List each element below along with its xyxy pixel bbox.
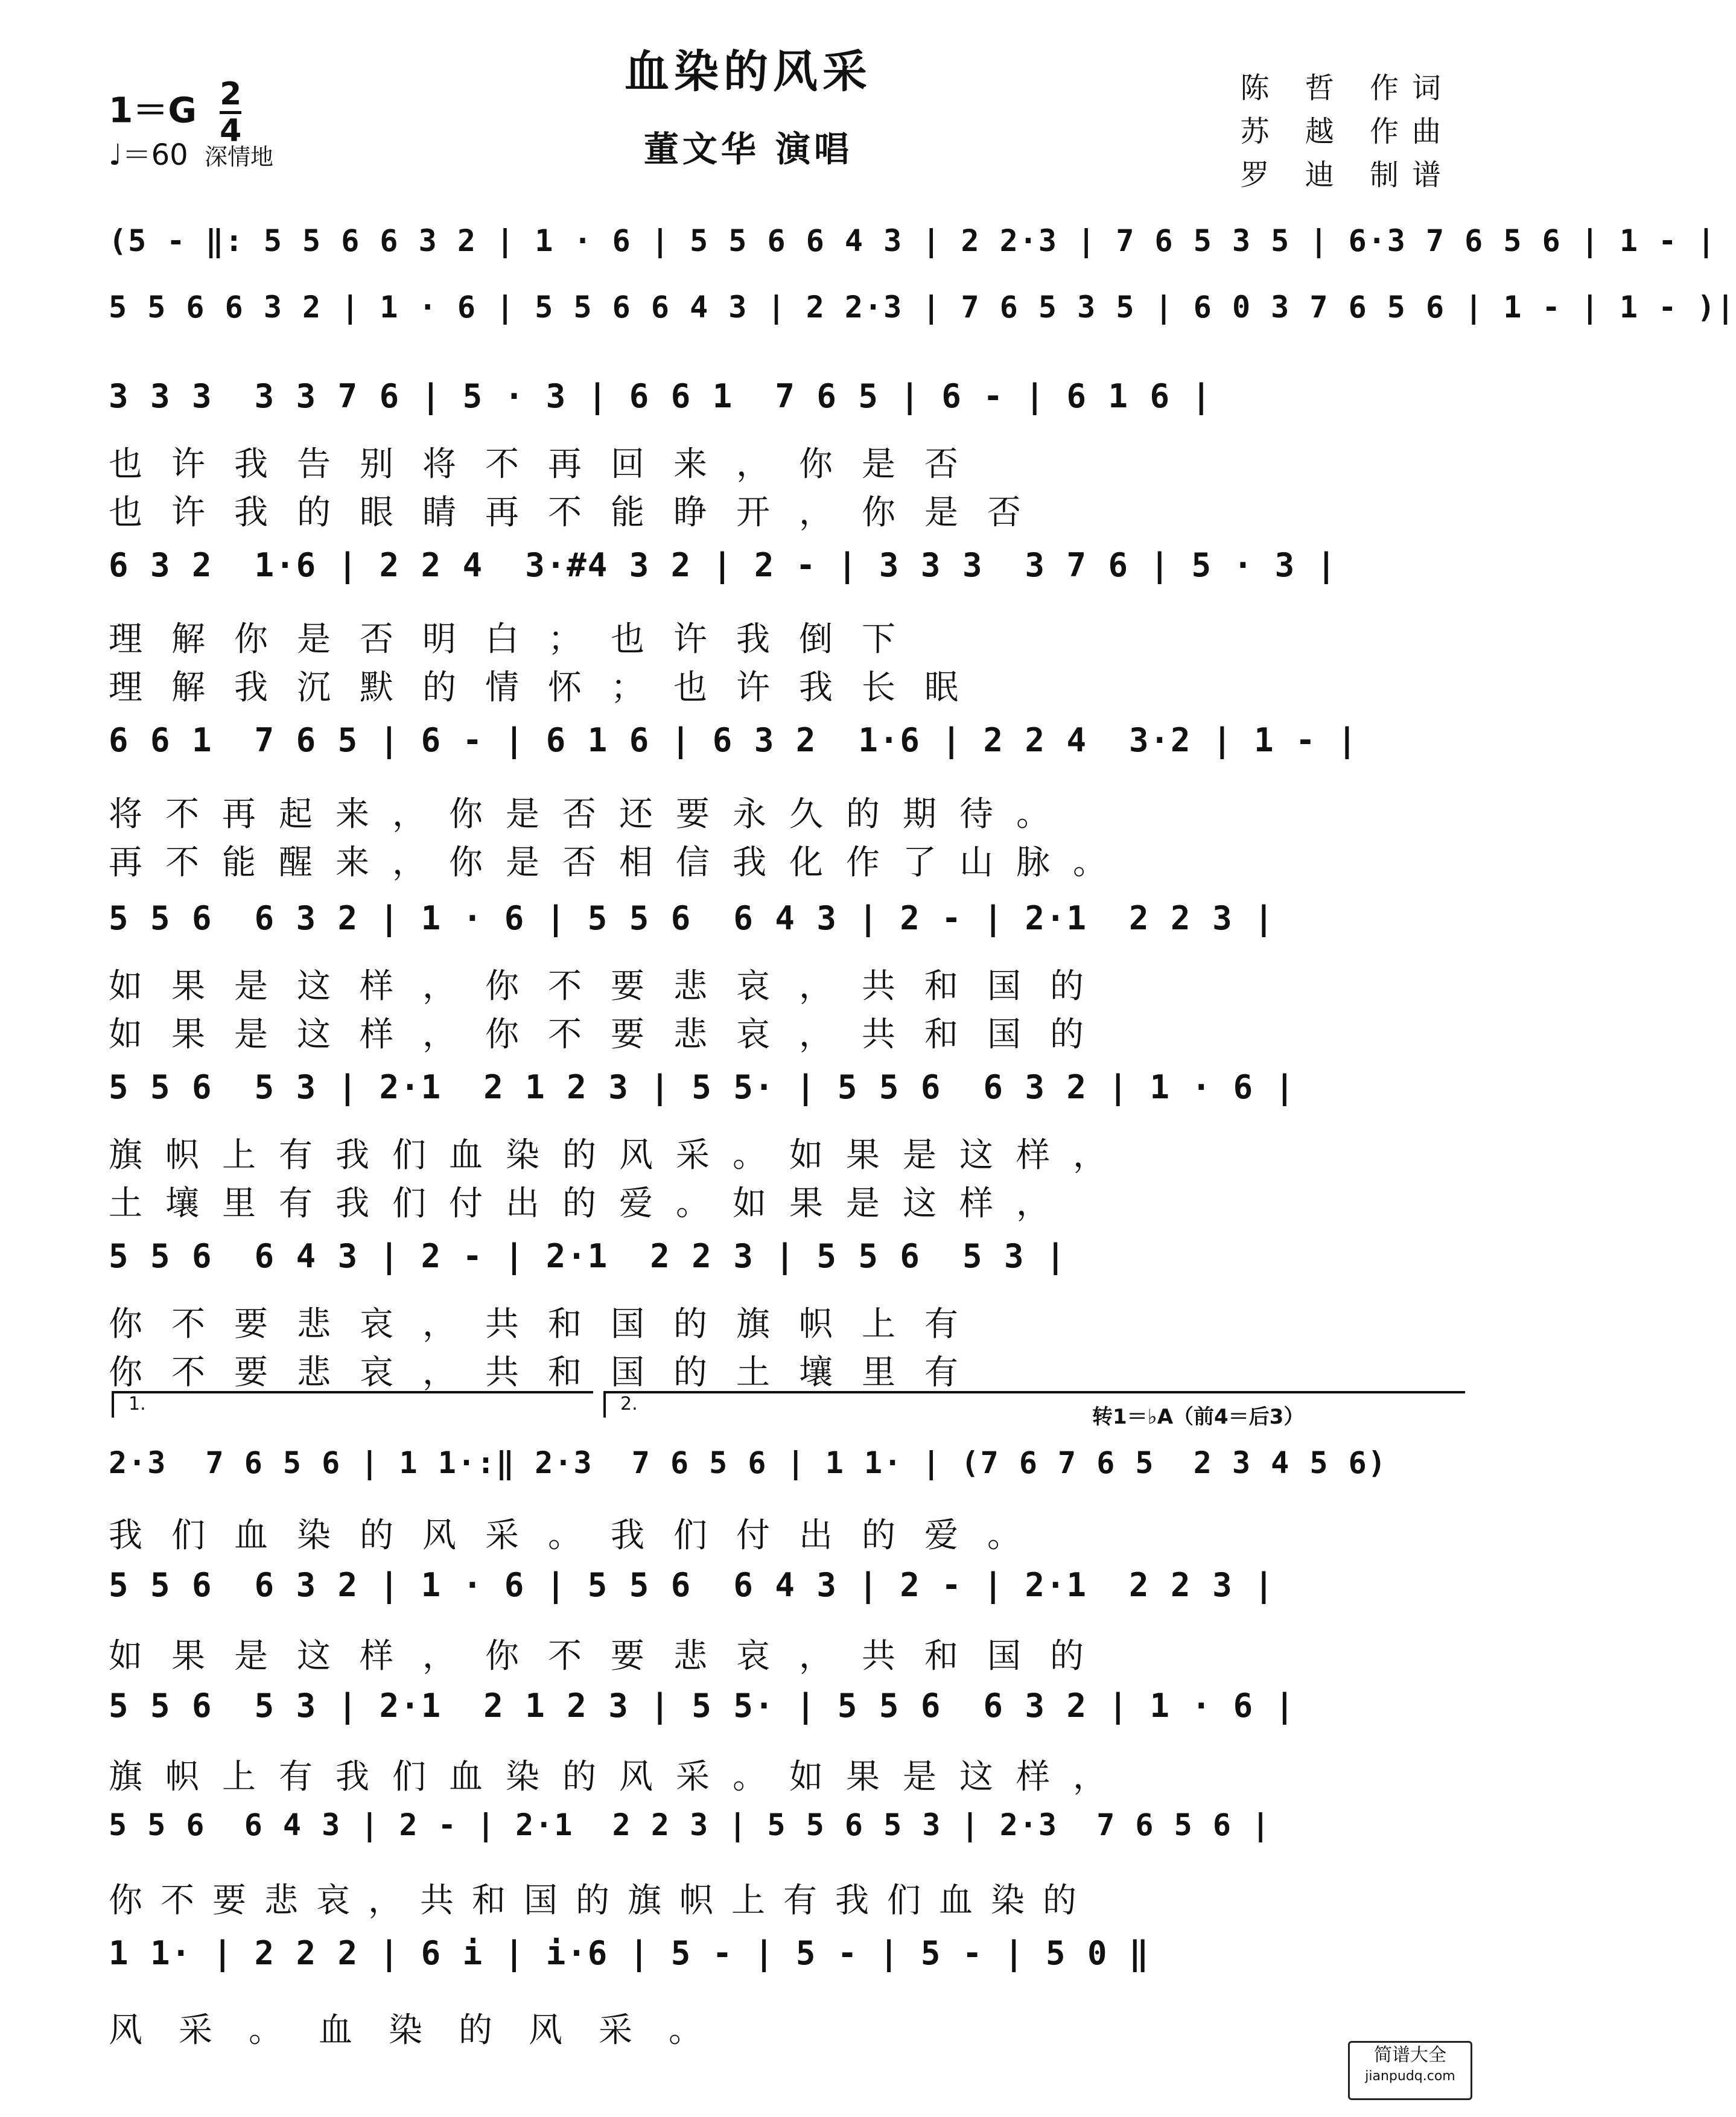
tempo-value: ♩＝60 <box>109 138 188 172</box>
lyric-verse1-system-1: 也许我告别将不再回来，你是否 <box>109 445 987 484</box>
site-logo <box>1348 2041 1472 2100</box>
lyric-verse1-system-6: 你不要悲哀，共和国的旗帜上有 <box>109 1305 987 1344</box>
lyric-verse2-system-3: 再不能醒来，你是否相信我化作了山脉。 <box>109 843 1130 882</box>
lyric-system-7: 我们血染的风采。我们付出的爱。 <box>109 1516 1050 1555</box>
lyric-verse2-system-1: 也许我的眼睛再不能睁开，你是否 <box>109 493 1050 532</box>
lyric-verse2-system-6: 你不要悲哀，共和国的土壤里有 <box>109 1353 987 1392</box>
expression-marking: 深情地 <box>205 144 274 170</box>
composer-credit: 苏 越 作曲 <box>1240 115 1454 148</box>
notation-system-9: 5 5 6 5 3 | 2·1 2 1 2 3 | 5 5· | 5 5 6 6 3 2 | 1 · 6 | <box>109 1687 1296 1725</box>
tempo-marking <box>109 132 273 173</box>
notation-system-1: 3 3 3 3 3 7 6 | 5 · 3 | 6 6 1 7 6 5 | 6 - | 6 1 6 | <box>109 377 1213 415</box>
lyric-system-9: 旗帜上有我们血染的风采。如果是这样， <box>109 1757 1130 1797</box>
key-label: 1＝G <box>109 89 197 131</box>
site-logo-url: jianpudq.com <box>1365 2069 1455 2084</box>
second-ending-bracket: 2. <box>603 1391 1465 1418</box>
lyric-system-8: 如果是这样，你不要悲哀，共和国的 <box>109 1637 1113 1676</box>
credits-block <box>1240 66 1454 197</box>
lyric-verse1-system-2: 理解你是否明白；也许我倒下 <box>109 620 924 659</box>
notation-system-2: 6 3 2 1·6 | 2 2 4 3·#4 3 2 | 2 - | 3 3 3 3 7 6 | 5 · 3 | <box>109 546 1338 584</box>
notation-system-11: 1 1· | 2 2 2 | 6 i | i·6 | 5 - | 5 - | 5 - | 5 0 ‖ <box>109 1934 1150 1972</box>
intro-line-2: 5 5 6 6 3 2 | 1 · 6 | 5 5 6 6 4 3 | 2 2·3 | 7 6 5 3 5 | 6 0 3 7 6 5 6 | 1 - | 1 - )| <box>109 290 1736 325</box>
notation-system-10: 5 5 6 6 4 3 | 2 - | 2·1 2 2 3 | 5 5 6 5 3 | 2·3 7 6 5 6 | <box>109 1807 1271 1842</box>
lyricist-credit: 陈 哲 作词 <box>1240 71 1454 105</box>
notation-system-7: 2·3 7 6 5 6 | 1 1·:‖ 2·3 7 6 5 6 | 1 1· | (7 6 7 6 5 2 3 4 5 6) <box>109 1445 1387 1480</box>
arranger-credit: 罗 迪 制谱 <box>1240 158 1454 192</box>
lyric-verse2-system-5: 土壤里有我们付出的爱。如果是这样， <box>109 1184 1073 1223</box>
time-top: 2 <box>220 77 241 114</box>
key-change-marking: 转1＝♭A（前4＝后3） <box>1092 1405 1305 1429</box>
time-bottom: 4 <box>220 113 242 149</box>
lyric-verse1-system-4: 如果是这样，你不要悲哀，共和国的 <box>109 967 1113 1006</box>
notation-system-8: 5 5 6 6 3 2 | 1 · 6 | 5 5 6 6 4 3 | 2 - | 2·1 2 2 3 | <box>109 1566 1275 1604</box>
lyric-verse2-system-4: 如果是这样，你不要悲哀，共和国的 <box>109 1015 1113 1054</box>
song-title: 血染的风采 <box>625 46 872 98</box>
lyric-verse1-system-5: 旗帜上有我们血染的风采。如果是这样， <box>109 1136 1130 1175</box>
lyric-system-10: 你不要悲哀，共和国的旗帜上有我们血染的 <box>109 1881 1095 1920</box>
lyric-system-11: 风采。血染的风采。 <box>109 2011 739 2050</box>
lyric-verse1-system-3: 将不再起来，你是否还要永久的期待。 <box>109 795 1073 834</box>
notation-system-3: 6 6 1 7 6 5 | 6 - | 6 1 6 | 6 3 2 1·6 | 2 2 4 3·2 | 1 - | <box>109 721 1358 759</box>
site-logo-name: 简谱大全 <box>1374 2045 1446 2066</box>
notation-system-6: 5 5 6 6 4 3 | 2 - | 2·1 2 2 3 | 5 5 6 5 3 | <box>109 1237 1067 1275</box>
notation-system-4: 5 5 6 6 3 2 | 1 · 6 | 5 5 6 6 4 3 | 2 - | 2·1 2 2 3 | <box>109 899 1275 937</box>
notation-system-5: 5 5 6 5 3 | 2·1 2 1 2 3 | 5 5· | 5 5 6 6 3 2 | 1 · 6 | <box>109 1068 1296 1106</box>
lyric-verse2-system-2: 理解我沉默的情怀；也许我长眠 <box>109 668 987 707</box>
first-ending-bracket: 1. <box>112 1391 593 1418</box>
intro-line-1: (5 - ‖: 5 5 6 6 3 2 | 1 · 6 | 5 5 6 6 4 3 | 2 2·3 | 7 6 5 3 5 | 6·3 7 6 5 6 | 1 - | <box>109 223 1717 258</box>
singer-credit: 董文华 演唱 <box>643 129 853 170</box>
